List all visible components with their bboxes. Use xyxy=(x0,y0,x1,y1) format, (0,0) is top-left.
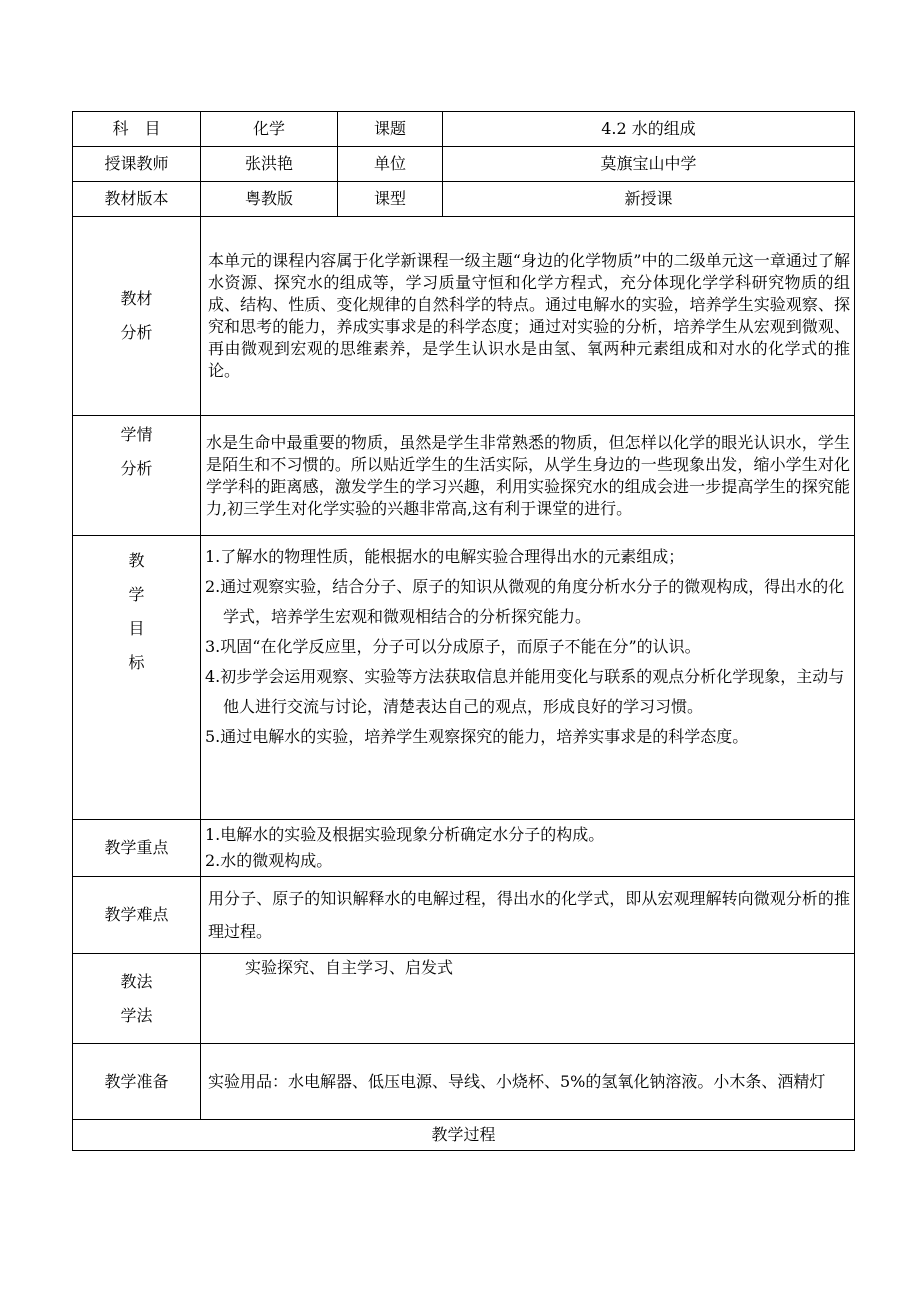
type-value: 新授课 xyxy=(443,182,855,217)
objectives-label-char: 教 xyxy=(128,551,145,570)
teacher-row xyxy=(73,147,855,182)
process-header: 教学过程 xyxy=(73,1120,855,1151)
subject-value: 化学 xyxy=(201,112,338,147)
process-row xyxy=(73,1120,855,1151)
objectives-label-char: 学 xyxy=(128,585,145,604)
edition-value: 粤教版 xyxy=(201,182,338,217)
objectives-row xyxy=(73,536,855,820)
methods-label-line2: 学法 xyxy=(120,1005,153,1025)
teacher-value: 张洪艳 xyxy=(201,147,338,182)
preparation-row xyxy=(73,1044,855,1120)
objective-item: 2.通过观察实验，结合分子、原子的知识从微观的角度分析水分子的微观构成，得出水的化学式，培养学生宏观和微观相结合的分析探究能力。 xyxy=(205,577,845,626)
edition-row xyxy=(73,182,855,217)
difficulties-row xyxy=(73,877,855,954)
material-analysis-label xyxy=(73,217,201,416)
objective-item: 5.通过电解水的实验，培养学生观察探究的能力，培养实事求是的科学态度。 xyxy=(205,727,749,746)
student-label-line1: 学情 xyxy=(120,425,153,444)
student-analysis-label xyxy=(73,416,201,536)
methods-label xyxy=(73,954,201,1044)
objectives-label-char: 标 xyxy=(128,653,145,672)
material-label-line1: 教材 xyxy=(120,289,153,308)
objectives-label xyxy=(73,536,201,820)
preparation-label: 教学准备 xyxy=(73,1044,201,1120)
unit-value: 莫旗宝山中学 xyxy=(443,147,855,182)
unit-label: 单位 xyxy=(338,147,443,182)
methods-text: 实验探究、自主学习、启发式 xyxy=(201,954,855,1044)
subject-label: 科 目 xyxy=(73,112,201,147)
key-point-item: 2.水的微观构成。 xyxy=(205,851,333,870)
difficulties-label: 教学难点 xyxy=(73,877,201,954)
material-analysis-text: 本单元的课程内容属于化学新课程一级主题“身边的化学物质”中的二级单元这一章通过了解水资源、探究水的组成等，学习质量守恒和化学方程式，充分体现化学学科研究物质的组成、结构、性质、变化规律的自然科学的特点。通过电解水的实验，培养学生实验观察、探究和思考的能力，养成实事求是的科学态度；通过对实验的分析，培养学生从宏观到微观、再由微观到宏观的思维素养，是学生认识水是由氢、氧两种元素组成和对水的化学式的推论。 xyxy=(201,217,855,416)
material-label-line2: 分析 xyxy=(120,323,153,342)
key-points-list xyxy=(201,820,855,877)
teacher-label: 授课教师 xyxy=(73,147,201,182)
type-label: 课型 xyxy=(338,182,443,217)
difficulties-text: 用分子、原子的知识解释水的电解过程，得出水的化学式，即从宏观理解转向微观分析的推理过程。 xyxy=(201,877,855,954)
preparation-text: 实验用品：水电解器、低压电源、导线、小烧杯、5%的氢氧化钠溶液。小木条、酒精灯 xyxy=(201,1044,855,1120)
methods-row xyxy=(73,954,855,1044)
objectives-label-char: 目 xyxy=(128,619,145,638)
student-analysis-text: 水是生命中最重要的物质，虽然是学生非常熟悉的物质，但怎样以化学的眼光认识水，学生是陌生和不习惯的。所以贴近学生的生活实际，从学生身边的一些现象出发，缩小学生对化学学科的距离感，激发学生的学习兴趣，利用实验探究水的组成会进一步提高学生的探究能力,初三学生对化学实验的兴趣非常高,这有利于课堂的进行。 xyxy=(201,416,855,536)
objective-item: 4.初步学会运用观察、实验等方法获取信息并能用变化与联系的观点分析化学现象，主动与他人进行交流与讨论，清楚表达自己的观点，形成良好的学习习惯。 xyxy=(205,667,845,716)
key-point-item: 1.电解水的实验及根据实验现象分析确定水分子的构成。 xyxy=(205,825,605,844)
material-analysis-row xyxy=(73,217,855,416)
methods-label-line1: 教法 xyxy=(120,971,153,991)
objective-item: 3.巩固“在化学反应里，分子可以分成原子，而原子不能在分”的认识。 xyxy=(205,637,701,656)
edition-label: 教材版本 xyxy=(73,182,201,217)
topic-label: 课题 xyxy=(338,112,443,147)
objective-item: 1.了解水的物理性质，能根据水的电解实验合理得出水的元素组成； xyxy=(205,547,685,566)
lesson-plan-table xyxy=(72,111,855,1151)
student-analysis-row xyxy=(73,416,855,536)
key-points-label: 教学重点 xyxy=(73,820,201,877)
objectives-list xyxy=(201,536,855,820)
key-points-row xyxy=(73,820,855,877)
student-label-line2: 分析 xyxy=(120,459,153,478)
topic-value: 4.2 水的组成 xyxy=(443,112,855,147)
subject-row xyxy=(73,112,855,147)
